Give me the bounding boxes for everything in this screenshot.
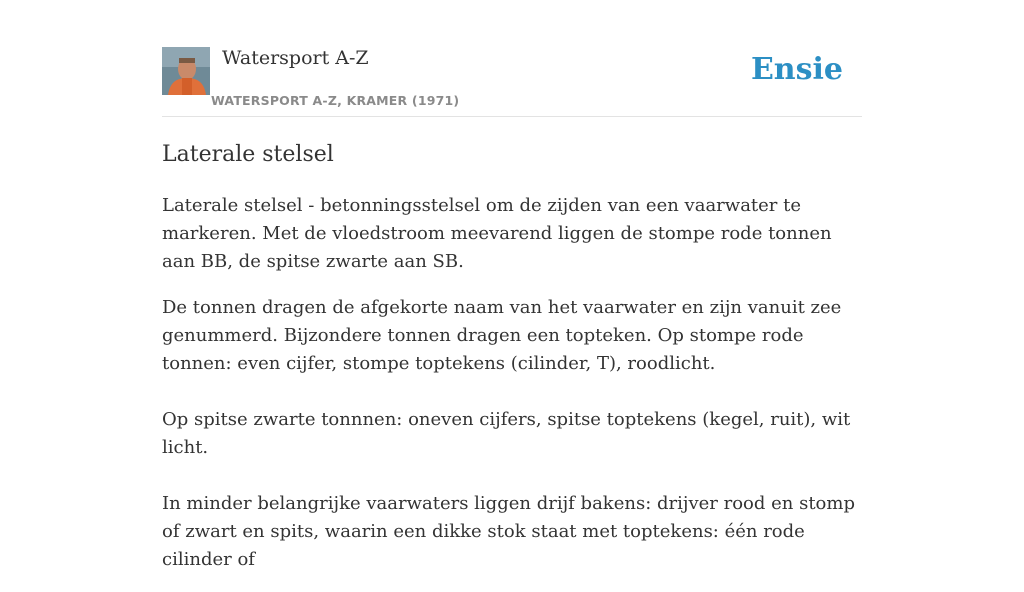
header: [162, 46, 862, 117]
avatar[interactable]: [162, 47, 210, 95]
paragraph: In minder belangrijke vaarwaters liggen drijf bakens: drijver rood en stomp of zwart en spits, waarin een dikke stok staat met toptekens: één rode cilinder of: [162, 493, 855, 570]
article-body: [162, 192, 862, 592]
source-label: WATERSPORT A-Z, KRAMER (1971): [211, 93, 460, 108]
page-title: Laterale stelsel: [162, 142, 334, 167]
paragraph: De tonnen dragen de afgekorte naam van het vaarwater en zijn vanuit zee genummerd. Bijzondere tonnen dragen een topteken. Op stompe rode tonnen: even cijfer, stompe toptekens (cilinder, T), roodlicht.: [162, 297, 842, 374]
brand-logo[interactable]: Ensie: [750, 52, 843, 87]
paragraph: Laterale stelsel - betonningsstelsel om de zijden van een vaarwater te markeren. Met de vloedstroom meevarend liggen de stompe rode tonnen aan BB, de spitse zwarte aan SB.: [162, 195, 832, 272]
avatar-image: [162, 47, 210, 95]
paragraph: Op spitse zwarte tonnnen: oneven cijfers, spitse toptekens (kegel, ruit), wit licht.: [162, 409, 851, 458]
author-name[interactable]: Watersport A-Z: [222, 47, 369, 69]
